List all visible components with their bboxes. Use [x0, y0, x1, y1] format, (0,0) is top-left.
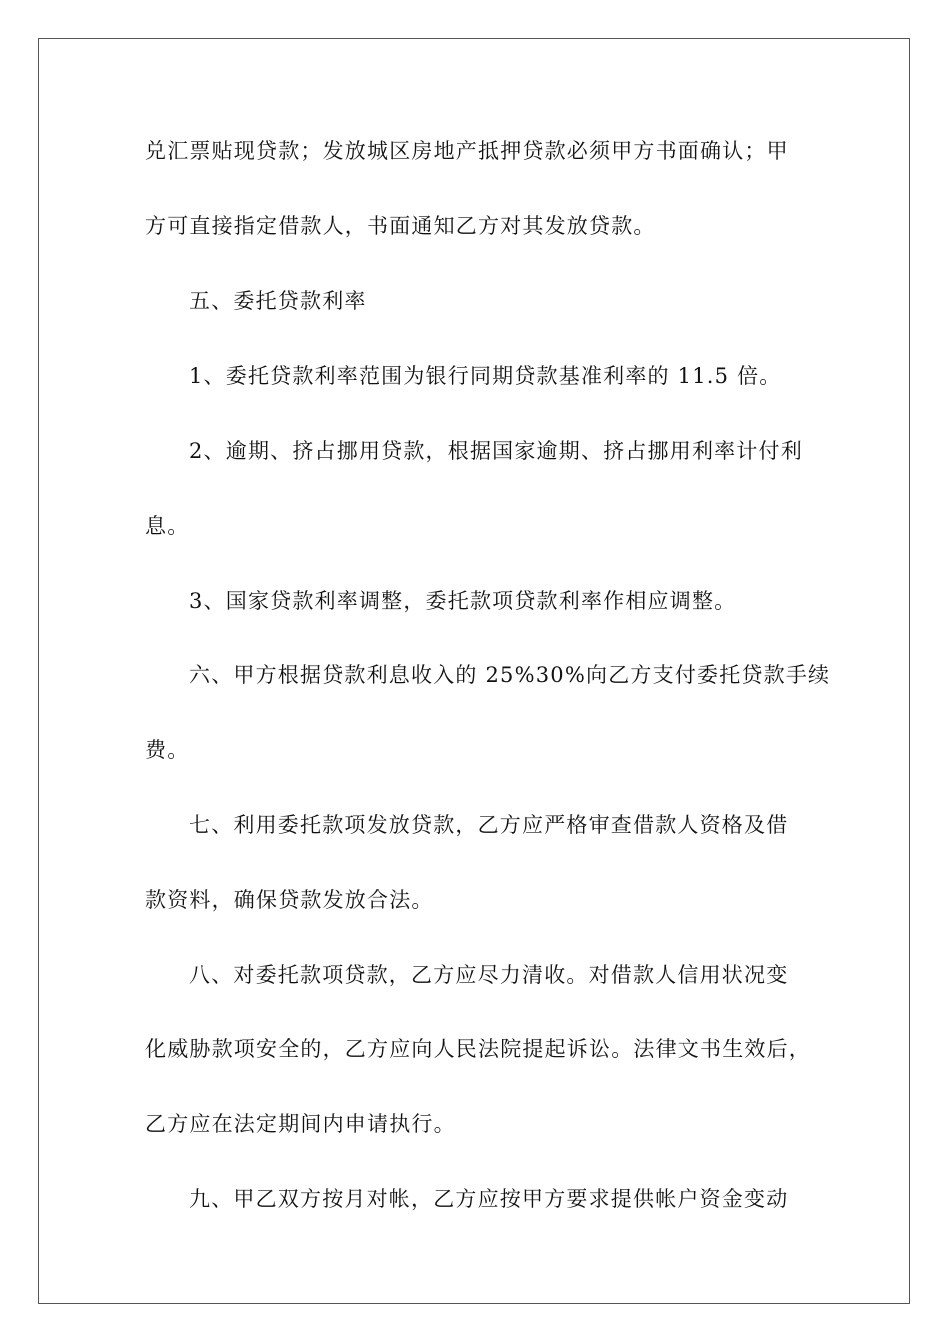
text-line: 费。 [145, 738, 190, 762]
text-line: 2、逾期、挤占挪用贷款，根据国家逾期、挤占挪用利率计付利 [189, 439, 803, 463]
text-line: 七、利用委托款项发放贷款，乙方应严格审查借款人资格及借 [189, 813, 789, 837]
text-line: 1、委托贷款利率范围为银行同期贷款基准利率的 11.5 倍。 [189, 364, 782, 388]
text-line: 兑汇票贴现贷款；发放城区房地产抵押贷款必须甲方书面确认；甲 [145, 139, 789, 163]
text-line: 息。 [145, 514, 190, 538]
text-line: 八、对委托款项贷款，乙方应尽力清收。对借款人信用状况变 [189, 963, 789, 987]
text-line: 款资料，确保贷款发放合法。 [145, 888, 434, 912]
section-heading: 五、委托贷款利率 [189, 289, 367, 313]
text-line: 3、国家贷款利率调整，委托款项贷款利率作相应调整。 [189, 589, 737, 613]
text-line: 乙方应在法定期间内申请执行。 [145, 1112, 456, 1136]
text-line: 六、甲方根据贷款利息收入的 25%30%向乙方支付委托贷款手续 [189, 663, 831, 687]
text-line: 九、甲乙双方按月对帐，乙方应按甲方要求提供帐户资金变动 [189, 1187, 789, 1211]
text-line: 方可直接指定借款人，书面通知乙方对其发放贷款。 [145, 214, 656, 238]
text-line: 化威胁款项安全的，乙方应向人民法院提起诉讼。法律文书生效后， [145, 1037, 811, 1061]
